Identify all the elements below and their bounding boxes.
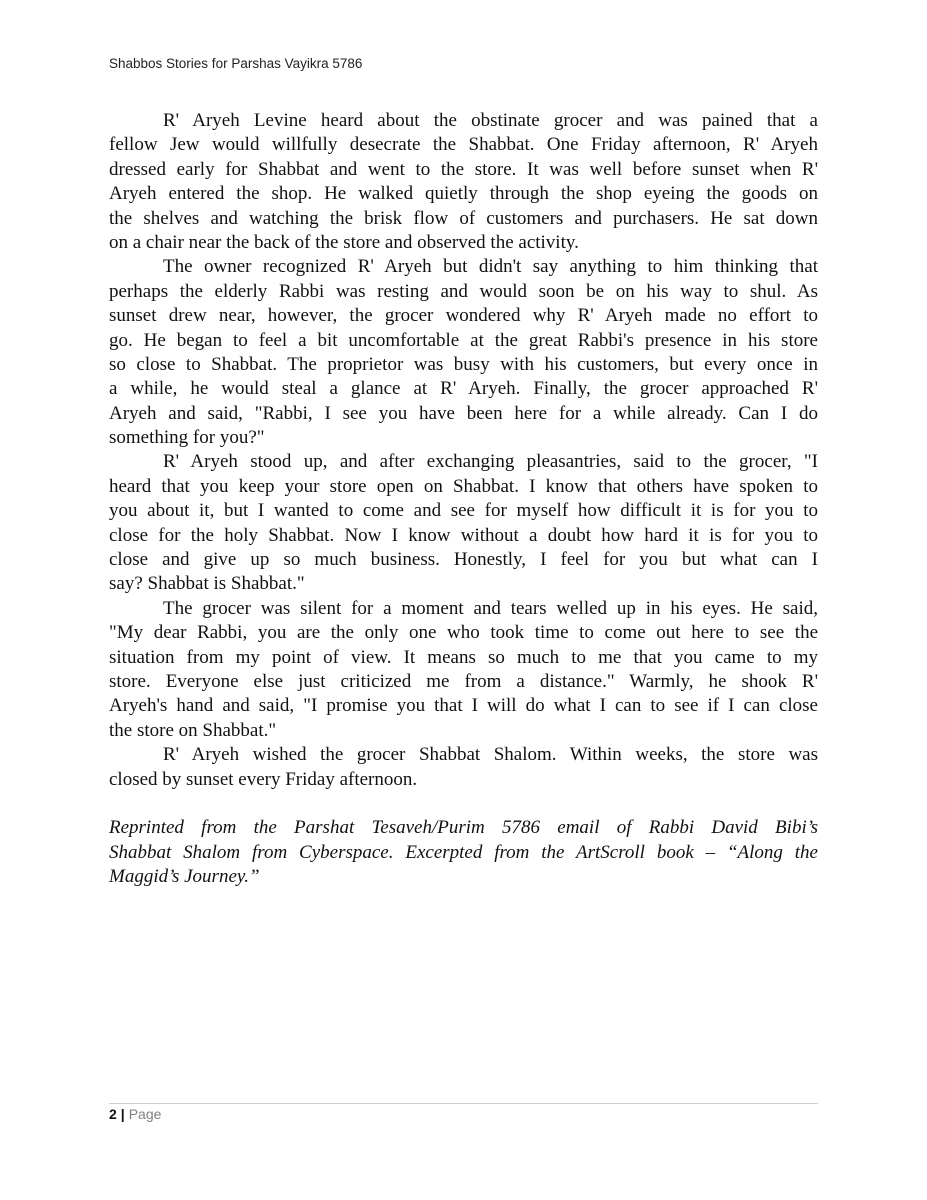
text-line: dressed early for Shabbat and went to the store. It was well before sunset when R'	[109, 158, 818, 180]
text-line: so close to Shabbat. The proprietor was busy with his customers, but every once in	[109, 353, 818, 375]
text-line: Aryeh entered the shop. He walked quietly through the shop eyeing the goods on	[109, 183, 818, 205]
text-line: Aryeh and said, "Rabbi, I see you have been here for a while already. Can I do	[109, 402, 818, 424]
text-line: close and give up so much business. Honestly, I feel for you but what can I	[109, 549, 818, 571]
text-line: you about it, but I wanted to come and see for myself how difficult it is for you to	[109, 500, 818, 522]
footer-separator: |	[120, 1106, 125, 1122]
text-line: store. Everyone else just criticized me from a distance." Warmly, he shook R'	[109, 670, 818, 692]
text-line: on a chair near the back of the store and observed the activity.	[109, 231, 579, 253]
text-line: the shelves and watching the brisk flow of customers and purchasers. He sat down	[109, 207, 818, 229]
text-line: go. He began to feel a bit uncomfortable at the great Rabbi's presence in his store	[109, 329, 818, 351]
text-line: R' Aryeh wished the grocer Shabbat Shalom. Within weeks, the store was	[163, 744, 818, 766]
text-line: fellow Jew would willfully desecrate the Shabbat. One Friday afternoon, R' Aryeh	[109, 134, 818, 156]
text-line: The grocer was silent for a moment and tears welled up in his eyes. He said,	[163, 597, 818, 619]
text-line: R' Aryeh stood up, and after exchanging pleasantries, said to the grocer, "I	[163, 451, 818, 473]
running-header: Shabbos Stories for Parshas Vayikra 5786	[109, 56, 363, 71]
text-line: situation from my point of view. It means so much to me that you came to my	[109, 646, 818, 668]
paragraph	[109, 109, 818, 255]
page-number: 2	[109, 1106, 117, 1122]
text-line: a while, he would steal a glance at R' Aryeh. Finally, the grocer approached R'	[109, 378, 818, 400]
text-line: sunset drew near, however, the grocer wondered why R' Aryeh made no effort to	[109, 305, 818, 327]
text-line: Reprinted from the Parshat Tesaveh/Purim 5786 email of Rabbi David Bibi’s	[109, 817, 818, 839]
text-line: Shabbat Shalom from Cyberspace. Excerpted from the ArtScroll book – “Along the	[109, 841, 818, 863]
paragraph	[109, 255, 818, 450]
text-line: Maggid’s Journey.”	[109, 866, 260, 888]
text-line: something for you?"	[109, 427, 265, 449]
document-body	[109, 109, 818, 890]
text-line: The owner recognized R' Aryeh but didn't say anything to him thinking that	[163, 256, 818, 278]
text-line: perhaps the elderly Rabbi was resting and would soon be on his way to shul. As	[109, 280, 818, 302]
text-line: heard that you keep your store open on Shabbat. I know that others have spoken to	[109, 475, 818, 497]
footer-divider	[109, 1103, 818, 1104]
page-label: Page	[128, 1106, 162, 1122]
text-line: close for the holy Shabbat. Now I know without a doubt how hard it is for you to	[109, 524, 818, 546]
text-line: the store on Shabbat."	[109, 719, 277, 741]
text-line: say? Shabbat is Shabbat."	[109, 573, 305, 595]
blank-line	[109, 792, 818, 816]
paragraph	[109, 597, 818, 743]
paragraph	[109, 743, 818, 792]
credit-note	[109, 816, 818, 889]
page-footer	[109, 1106, 161, 1122]
text-line: "My dear Rabbi, you are the only one who took time to come out here to see the	[109, 622, 818, 644]
paragraph	[109, 450, 818, 596]
text-line: closed by sunset every Friday afternoon.	[109, 768, 418, 790]
text-line: R' Aryeh Levine heard about the obstinate grocer and was pained that a	[163, 110, 818, 131]
text-line: Aryeh's hand and said, "I promise you that I will do what I can to see if I can close	[109, 695, 818, 717]
